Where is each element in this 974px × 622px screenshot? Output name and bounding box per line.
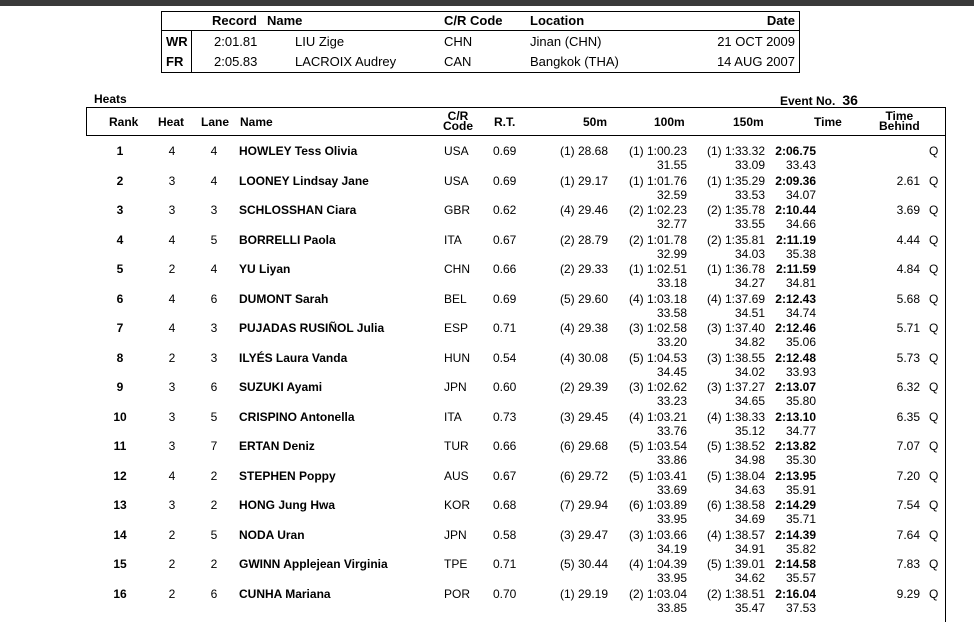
- row-heat: 2: [168, 557, 176, 571]
- table-row: [0, 528, 974, 558]
- row-time-behind: 9.29: [896, 586, 920, 601]
- row-split-50m: (1) 29.17: [559, 173, 608, 188]
- row-final-time: 2:09.36: [775, 173, 816, 188]
- row-qualified: Q: [929, 291, 939, 306]
- row-split-100m: (1) 1:02.51: [628, 262, 687, 276]
- row-split-150m-lap: 34.91: [734, 541, 765, 556]
- row-split-150m-lap: 34.69: [734, 512, 765, 526]
- row-split-150m-lap: 33.53: [734, 187, 765, 202]
- row-final-time: 2:06.75: [775, 144, 816, 158]
- row-final-time: 2:14.29: [775, 498, 816, 512]
- row-split-100m: (4) 1:03.21: [628, 409, 687, 424]
- record-code: CHN: [444, 34, 473, 49]
- row-split-150m: (2) 1:38.51: [706, 586, 765, 601]
- row-final-lap: 35.80: [785, 394, 816, 408]
- row-split-100m: (1) 1:00.23: [628, 144, 687, 158]
- row-split-150m-lap: 34.65: [734, 394, 765, 408]
- row-final-time: 2:13.10: [775, 409, 816, 424]
- event-no-value: 36: [842, 92, 858, 108]
- row-time-behind: 5.73: [896, 350, 920, 365]
- col-time: Time: [814, 115, 842, 129]
- row-qualified: Q: [929, 439, 939, 453]
- row-code: KOR: [444, 498, 471, 512]
- row-split-150m-lap: 34.02: [734, 364, 765, 379]
- row-heat: 3: [168, 498, 176, 512]
- row-split-150m-lap: 34.03: [734, 246, 765, 261]
- row-code: ITA: [444, 232, 462, 247]
- row-final-time: 2:13.95: [775, 468, 816, 483]
- col-rank: Rank: [109, 115, 139, 129]
- row-split-150m: (1) 1:33.32: [706, 144, 765, 158]
- row-split-150m-lap: 35.12: [734, 423, 765, 438]
- table-row: [0, 557, 974, 587]
- row-name: PUJADAS RUSIÑOL Julia: [239, 321, 385, 335]
- col-rt: R.T.: [494, 115, 516, 129]
- row-rank: 7: [116, 321, 124, 335]
- row-final-time: 2:11.59: [775, 262, 816, 276]
- row-final-time: 2:11.19: [775, 232, 816, 247]
- row-qualified: Q: [929, 557, 939, 571]
- col-150m: 150m: [733, 115, 764, 129]
- row-split-150m-lap: 34.51: [734, 305, 765, 320]
- row-split-150m: (4) 1:37.69: [706, 291, 765, 306]
- row-lane: 3: [210, 203, 218, 217]
- row-name: ERTAN Deniz: [239, 439, 315, 453]
- row-heat: 2: [168, 527, 176, 542]
- row-split-150m: (6) 1:38.58: [706, 498, 765, 512]
- row-reaction-time: 0.62: [493, 203, 517, 217]
- table-row: [0, 587, 974, 617]
- row-split-100m-lap: 34.19: [656, 541, 687, 556]
- table-row: [0, 174, 974, 204]
- record-code: CAN: [444, 54, 472, 69]
- row-split-100m: (6) 1:03.89: [628, 498, 687, 512]
- row-split-150m-lap: 33.09: [734, 158, 765, 172]
- row-split-150m: (2) 1:35.78: [706, 203, 765, 217]
- col-code-line2: Code: [443, 119, 473, 133]
- row-rank: 3: [116, 203, 124, 217]
- row-split-150m: (5) 1:38.04: [706, 468, 765, 483]
- row-name: CRISPINO Antonella: [239, 409, 355, 424]
- row-split-100m: (2) 1:01.78: [628, 232, 687, 247]
- col-behind-line2: Behind: [879, 119, 920, 133]
- row-split-100m: (3) 1:02.62: [628, 380, 687, 394]
- col-100m: 100m: [654, 115, 685, 129]
- row-time-behind: 6.32: [896, 380, 920, 394]
- row-split-100m: (4) 1:03.18: [628, 291, 687, 306]
- row-code: POR: [444, 586, 471, 601]
- row-name: YU Liyan: [239, 262, 291, 276]
- row-code: HUN: [444, 350, 470, 365]
- row-qualified: Q: [929, 380, 939, 394]
- record-name: LACROIX Audrey: [295, 54, 397, 69]
- records-header-date: Date: [766, 13, 795, 28]
- row-rank: 4: [116, 232, 124, 247]
- row-split-100m-lap: 32.59: [656, 187, 687, 202]
- record-location: Jinan (CHN): [530, 34, 602, 49]
- row-lane: 6: [210, 291, 218, 306]
- record-location: Bangkok (THA): [530, 54, 619, 69]
- records-header-record: Record: [212, 13, 257, 28]
- row-split-100m: (2) 1:03.04: [628, 586, 687, 601]
- row-split-150m: (5) 1:38.52: [706, 439, 765, 453]
- row-code: ESP: [444, 321, 469, 335]
- row-name: LOONEY Lindsay Jane: [239, 173, 369, 188]
- table-row: [0, 203, 974, 233]
- table-row: [0, 498, 974, 528]
- row-qualified: Q: [929, 586, 939, 601]
- row-split-150m: (4) 1:38.57: [706, 527, 765, 542]
- row-split-100m-lap: 33.69: [656, 482, 687, 497]
- row-qualified: Q: [929, 203, 939, 217]
- row-rank: 10: [113, 409, 127, 424]
- record-time: 2:01.81: [214, 34, 258, 49]
- row-final-lap: 35.71: [785, 512, 816, 526]
- table-row: [0, 144, 974, 174]
- row-qualified: Q: [929, 144, 939, 158]
- row-heat: 4: [168, 144, 176, 158]
- row-rank: 16: [113, 586, 127, 601]
- row-time-behind: 7.07: [896, 439, 920, 453]
- row-qualified: Q: [929, 527, 939, 542]
- row-reaction-time: 0.71: [493, 321, 517, 335]
- row-split-50m: (5) 29.60: [559, 291, 608, 306]
- row-split-100m-lap: 33.20: [656, 335, 687, 349]
- row-qualified: Q: [929, 409, 939, 424]
- row-split-150m: (3) 1:37.27: [706, 380, 765, 394]
- row-split-100m: (3) 1:02.58: [628, 321, 687, 335]
- record-name: LIU Zige: [295, 34, 345, 49]
- row-final-time: 2:12.48: [775, 350, 816, 365]
- row-name: HOWLEY Tess Olivia: [239, 144, 358, 158]
- table-row: [0, 410, 974, 440]
- row-final-lap: 34.66: [785, 217, 816, 231]
- row-name: DUMONT Sarah: [239, 291, 329, 306]
- row-heat: 2: [168, 262, 176, 276]
- row-heat: 4: [168, 321, 176, 335]
- row-heat: 2: [168, 350, 176, 365]
- table-row: [0, 380, 974, 410]
- row-split-100m-lap: 32.77: [656, 217, 687, 231]
- row-rank: 2: [116, 173, 124, 188]
- row-split-100m-lap: 33.76: [656, 423, 687, 438]
- row-name: BORRELLI Paola: [239, 232, 336, 247]
- row-code: CHN: [444, 262, 470, 276]
- table-row: [0, 262, 974, 292]
- row-code: TUR: [444, 439, 469, 453]
- row-name: HONG Jung Hwa: [239, 498, 336, 512]
- col-code-line1: C/R: [447, 109, 469, 123]
- row-qualified: Q: [929, 173, 939, 188]
- row-split-100m: (5) 1:04.53: [628, 350, 687, 365]
- row-time-behind: 3.69: [896, 203, 920, 217]
- row-reaction-time: 0.58: [493, 527, 517, 542]
- record-time: 2:05.83: [214, 54, 258, 69]
- row-split-50m: (5) 30.44: [559, 557, 608, 571]
- row-split-150m-lap: 34.82: [734, 335, 765, 349]
- row-final-lap: 35.30: [785, 453, 816, 467]
- row-split-50m: (3) 29.45: [559, 409, 608, 424]
- row-code: GBR: [444, 203, 471, 217]
- row-code: USA: [444, 173, 469, 188]
- row-final-lap: 34.07: [785, 187, 816, 202]
- row-name: GWINN Applejean Virginia: [239, 557, 388, 571]
- row-split-150m: (1) 1:36.78: [706, 262, 765, 276]
- row-reaction-time: 0.68: [493, 498, 517, 512]
- col-heat: Heat: [158, 115, 185, 129]
- row-lane: 3: [210, 350, 218, 365]
- row-final-lap: 34.77: [785, 423, 816, 438]
- row-rank: 8: [116, 350, 124, 365]
- row-reaction-time: 0.60: [493, 380, 517, 394]
- row-code: ITA: [444, 409, 462, 424]
- row-rank: 1: [116, 144, 124, 158]
- row-name: NODA Uran: [239, 527, 305, 542]
- row-reaction-time: 0.70: [493, 586, 517, 601]
- row-qualified: Q: [929, 468, 939, 483]
- row-split-50m: (1) 28.68: [559, 144, 608, 158]
- table-row: [0, 233, 974, 263]
- row-lane: 4: [210, 173, 218, 188]
- row-final-time: 2:12.46: [775, 321, 816, 335]
- row-final-time: 2:13.07: [775, 380, 816, 394]
- row-time-behind: 6.35: [896, 409, 920, 424]
- row-lane: 5: [210, 409, 218, 424]
- table-row: [0, 321, 974, 351]
- row-reaction-time: 0.69: [493, 291, 517, 306]
- row-reaction-time: 0.66: [493, 262, 517, 276]
- row-rank: 5: [116, 262, 124, 276]
- row-heat: 3: [168, 380, 176, 394]
- row-code: BEL: [444, 291, 467, 306]
- row-reaction-time: 0.71: [493, 557, 517, 571]
- row-split-150m-lap: 34.27: [734, 276, 765, 290]
- row-reaction-time: 0.73: [493, 409, 517, 424]
- row-final-lap: 33.43: [785, 158, 816, 172]
- row-code: JPN: [444, 380, 467, 394]
- row-heat: 3: [168, 203, 176, 217]
- row-split-150m: (1) 1:35.29: [706, 173, 765, 188]
- row-name: SCHLOSSHAN Ciara: [239, 203, 357, 217]
- row-name: ILYÉS Laura Vanda: [239, 350, 348, 365]
- row-qualified: Q: [929, 232, 939, 247]
- row-split-150m-lap: 33.55: [734, 217, 765, 231]
- table-row: [0, 439, 974, 469]
- row-final-time: 2:12.43: [775, 291, 816, 306]
- row-lane: 6: [210, 380, 218, 394]
- row-split-150m: (5) 1:39.01: [706, 557, 765, 571]
- row-lane: 4: [210, 144, 218, 158]
- row-rank: 15: [113, 557, 127, 571]
- row-time-behind: 4.44: [896, 232, 920, 247]
- row-name: SUZUKI Ayami: [239, 380, 323, 394]
- table-row: [0, 469, 974, 499]
- row-name: CUNHA Mariana: [239, 586, 331, 601]
- row-lane: 5: [210, 527, 218, 542]
- table-row: [0, 292, 974, 322]
- row-final-lap: 35.57: [785, 571, 816, 585]
- row-final-time: 2:14.39: [775, 527, 816, 542]
- row-reaction-time: 0.66: [493, 439, 517, 453]
- heats-label: Heats: [94, 92, 127, 106]
- row-reaction-time: 0.67: [493, 468, 517, 483]
- row-heat: 3: [168, 409, 176, 424]
- row-heat: 3: [168, 173, 176, 188]
- row-lane: 2: [210, 498, 218, 512]
- row-reaction-time: 0.69: [493, 173, 517, 188]
- row-split-150m-lap: 34.63: [734, 482, 765, 497]
- row-split-100m-lap: 34.45: [656, 364, 687, 379]
- row-time-behind: 2.61: [896, 173, 920, 188]
- col-lane: Lane: [201, 115, 230, 129]
- row-split-100m: (3) 1:03.66: [628, 527, 687, 542]
- row-split-100m: (5) 1:03.54: [628, 439, 687, 453]
- row-reaction-time: 0.54: [493, 350, 517, 365]
- row-split-100m-lap: 33.58: [656, 305, 687, 320]
- row-qualified: Q: [929, 350, 939, 365]
- row-time-behind: 7.83: [896, 557, 920, 571]
- row-qualified: Q: [929, 498, 939, 512]
- row-split-50m: (2) 29.33: [559, 262, 608, 276]
- row-split-100m-lap: 33.23: [656, 394, 687, 408]
- row-split-50m: (1) 29.19: [559, 586, 608, 601]
- event-no-label: Event No.: [780, 94, 836, 108]
- row-split-150m-lap: 34.98: [734, 453, 765, 467]
- row-split-50m: (6) 29.72: [559, 468, 608, 483]
- row-split-100m: (5) 1:03.41: [628, 468, 687, 483]
- row-heat: 4: [168, 232, 176, 247]
- row-final-lap: 34.81: [785, 276, 816, 290]
- col-50m: 50m: [583, 115, 608, 129]
- row-heat: 2: [168, 586, 176, 601]
- records-header-name: Name: [267, 13, 303, 28]
- row-rank: 13: [113, 498, 127, 512]
- row-split-100m-lap: 33.85: [656, 600, 687, 615]
- row-code: USA: [444, 144, 469, 158]
- row-split-100m-lap: 32.99: [656, 246, 687, 261]
- row-qualified: Q: [929, 262, 939, 276]
- records-header-code: C/R Code: [444, 13, 503, 28]
- row-split-100m: (1) 1:01.76: [628, 173, 687, 188]
- row-time-behind: 7.64: [896, 527, 920, 542]
- row-split-50m: (2) 28.79: [559, 232, 608, 247]
- record-type: WR: [166, 34, 188, 49]
- row-split-50m: (2) 29.39: [559, 380, 608, 394]
- row-lane: 2: [210, 468, 218, 483]
- row-final-lap: 35.91: [785, 482, 816, 497]
- row-final-lap: 34.74: [785, 305, 816, 320]
- row-final-lap: 35.06: [785, 335, 816, 349]
- record-date: 14 AUG 2007: [716, 54, 795, 69]
- row-final-lap: 37.53: [785, 600, 816, 615]
- row-lane: 2: [210, 557, 218, 571]
- row-split-50m: (4) 30.08: [559, 350, 608, 365]
- row-code: JPN: [444, 527, 467, 542]
- row-heat: 3: [168, 439, 176, 453]
- row-code: AUS: [444, 468, 469, 483]
- row-final-lap: 33.93: [785, 364, 816, 379]
- row-split-100m-lap: 33.95: [656, 571, 687, 585]
- row-final-lap: 35.38: [785, 246, 816, 261]
- row-reaction-time: 0.69: [493, 144, 517, 158]
- row-rank: 12: [113, 468, 127, 483]
- row-final-time: 2:16.04: [775, 586, 816, 601]
- record-type: FR: [166, 54, 184, 69]
- row-split-150m: (2) 1:35.81: [706, 232, 765, 247]
- row-split-50m: (6) 29.68: [559, 439, 608, 453]
- row-lane: 5: [210, 232, 218, 247]
- row-split-50m: (4) 29.38: [559, 321, 608, 335]
- row-split-100m-lap: 31.55: [656, 158, 687, 172]
- row-final-time: 2:10.44: [775, 203, 816, 217]
- row-lane: 3: [210, 321, 218, 335]
- row-final-time: 2:14.58: [775, 557, 816, 571]
- row-heat: 4: [168, 291, 176, 306]
- row-time-behind: 4.84: [896, 262, 920, 276]
- row-split-150m: (4) 1:38.33: [706, 409, 765, 424]
- records-header-location: Location: [530, 13, 585, 28]
- row-final-time: 2:13.82: [775, 439, 816, 453]
- row-split-150m: (3) 1:38.55: [706, 350, 765, 365]
- row-time-behind: 7.54: [896, 498, 920, 512]
- row-split-150m-lap: 35.47: [734, 600, 765, 615]
- row-lane: 7: [210, 439, 218, 453]
- row-code: TPE: [444, 557, 468, 571]
- row-rank: 9: [116, 380, 124, 394]
- col-behind-line1: Time: [885, 109, 914, 123]
- row-reaction-time: 0.67: [493, 232, 517, 247]
- row-time-behind: 7.20: [896, 468, 920, 483]
- row-rank: 14: [113, 527, 127, 542]
- record-date: 21 OCT 2009: [717, 34, 795, 49]
- row-split-100m-lap: 33.86: [656, 453, 687, 467]
- row-time-behind: 5.68: [896, 291, 920, 306]
- row-heat: 4: [168, 468, 176, 483]
- row-split-50m: (4) 29.46: [559, 203, 608, 217]
- row-qualified: Q: [929, 321, 939, 335]
- row-split-50m: (7) 29.94: [559, 498, 608, 512]
- row-split-100m-lap: 33.18: [656, 276, 687, 290]
- row-lane: 4: [210, 262, 218, 276]
- row-rank: 11: [113, 439, 127, 453]
- table-row: [0, 351, 974, 381]
- row-split-150m: (3) 1:37.40: [706, 321, 765, 335]
- row-split-150m-lap: 34.62: [734, 571, 765, 585]
- row-name: STEPHEN Poppy: [239, 468, 336, 483]
- row-rank: 6: [116, 291, 124, 306]
- row-final-lap: 35.82: [785, 541, 816, 556]
- row-time-behind: 5.71: [896, 321, 920, 335]
- row-split-50m: (3) 29.47: [559, 527, 608, 542]
- row-split-100m-lap: 33.95: [656, 512, 687, 526]
- col-name: Name: [240, 115, 273, 129]
- row-split-100m: (2) 1:02.23: [628, 203, 687, 217]
- row-split-100m: (4) 1:04.39: [628, 557, 687, 571]
- row-lane: 6: [210, 586, 218, 601]
